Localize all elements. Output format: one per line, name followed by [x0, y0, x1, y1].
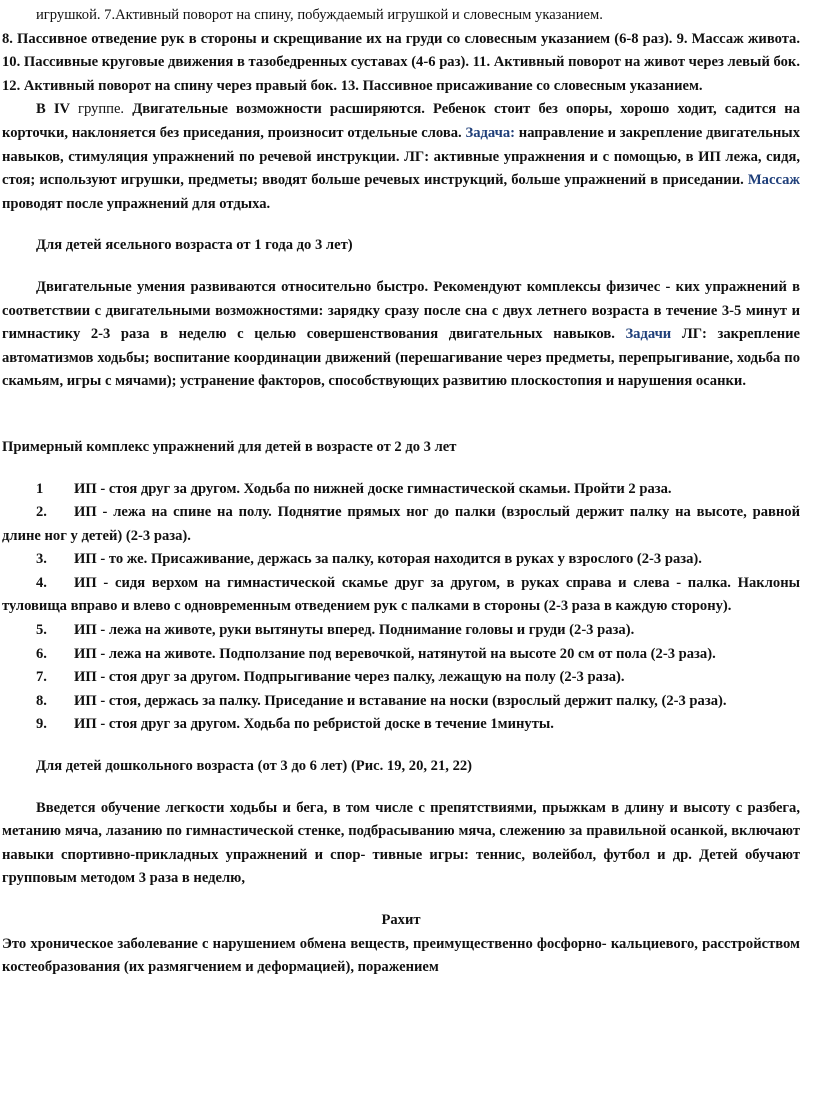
group4-task-text: направление и закрепление двигательных навыков, стимуляция упражнений по речевой инструкции. ЛГ: активные упражнения и с помощью, в ИП лежа, сидя, стоя; используют игрушки, предметы; вводят больше речевых инструкций, больше упражнений в приседании.: [2, 124, 800, 189]
group4-rest: Двигательные возможности расширяются. Ребенок стоит без опоры, хорошо ходит, садится на корточки, наклоняется без приседания, произносит отдельные слова.: [2, 101, 800, 141]
paragraph-line-0: игрушкой. 7.Активный поворот на спину, побуждаемый игрушкой и словесным указанием.: [36, 7, 603, 23]
list-item: [2, 501, 800, 548]
list-item-number: 5.: [36, 622, 47, 639]
list-item-number: 4.: [36, 574, 47, 591]
list-item: [2, 690, 800, 714]
list-item-text: ИП - стоя друг за другом. Ходьба по нижней доске гимнастической скамьи. Пройти 2 раза.: [74, 480, 672, 497]
list-item: [2, 478, 800, 502]
paragraph-group-4: [2, 98, 800, 216]
list-item-number: 8.: [36, 692, 47, 709]
group4-lead: В: [36, 101, 46, 118]
nursery-par-b: ЛГ: закрепление автоматизмов ходьбы; воспитание координации движений (перешагивание через предметы, перепрыгивание, ходьба по скамьям, игры с мячами); устранение факторов, способствующих развитию плоскостопия и нарушения осанки.: [2, 326, 801, 390]
list-item-number: 2.: [36, 504, 47, 521]
list-item: [2, 713, 800, 737]
list-item: [2, 572, 800, 619]
list-item-number: 6.: [36, 645, 47, 662]
list-item-text: ИП - стоя друг за другом. Ходьба по ребристой доске в течение 1минуты.: [74, 716, 554, 733]
group4-massage-label: Массаж: [747, 172, 800, 189]
list-item-number: 1: [36, 480, 44, 497]
group4-task-label: Задача:: [465, 124, 515, 141]
paragraph-nursery: [2, 276, 800, 394]
list-item-text: ИП - то же. Присаживание, держась за палку, которая находится в руках у взрослого (2-3 раза).: [74, 551, 702, 568]
paragraph-exercises-8-13: 8. Пассивное отведение рук в стороны и скрещивание их на груди со словесным указанием (6-8 раз). 9. Массаж живота. 10. Пассивные круговые движения в тазобедренных суставах (4-6 раз). 11. Активный поворот на живот через левый бок. 12. Активный поворот на спину через правый бок. 13. Пассивное присаживание со словесным указанием.: [2, 30, 800, 94]
group4-roman: IV: [53, 101, 70, 118]
paragraph-rickets: Это хроническое заболевание с нарушением обмена веществ, преимущественно фосфорно- кальциевого, расстройством костеобразования (их размягчением и деформацией), поражением: [2, 935, 800, 976]
nursery-task-label: Задачи: [625, 326, 672, 343]
list-item: [2, 619, 800, 643]
heading-preschool: Для детей дошкольного возраста (от 3 до 6 лет) (Рис. 19, 20, 21, 22): [36, 758, 473, 775]
list-item-text: ИП - сидя верхом на гимнастической скамье друг за другом, в руках справа и слева - палка. Наклоны туловища вправо и влево с одновременным отведением рук с палками в стороны (2-3 раза в каждую сторону).: [2, 574, 800, 615]
list-item-text: ИП - стоя, держась за палку. Приседание и вставание на носки (взрослый держит палку, (2-3 раза).: [74, 692, 727, 709]
list-item: [2, 643, 800, 667]
nursery-par-a: Двигательные умения развиваются относительно быстро. Рекомендуют комплексы физичес - ких упражнений в соответствии с двигательными возможностями: зарядку сразу после сна с двух летнего возраста в течение 3-5 минут и гимнастику 2-3 раза в неделю с целью совершенствования двигательных навыков.: [2, 278, 800, 343]
list-item-number: 3.: [36, 551, 47, 568]
heading-rickets: Рахит: [381, 912, 421, 928]
heading-complex: Примерный комплекс упражнений для детей в возрасте от 2 до 3 лет: [2, 438, 457, 455]
group4-massage-text: проводят после упражнений для отдыха.: [2, 195, 271, 212]
list-item-text: ИП - лежа на животе. Подползание под веревочкой, натянутой на высоте 20 см от пола (2-3 раза).: [74, 645, 716, 662]
group4-word: группе.: [77, 101, 125, 118]
list-item: [2, 666, 800, 690]
list-item-number: 9.: [36, 716, 47, 733]
list-item: [2, 548, 800, 572]
list-item-text: ИП - лежа на животе, руки вытянуты вперед. Поднимание головы и груди (2-3 раза).: [74, 622, 635, 639]
list-item-text: ИП - стоя друг за другом. Подпрыгивание через палку, лежащую на полу (2-3 раза).: [74, 669, 625, 686]
exercise-list: [2, 478, 800, 738]
list-item-number: 7.: [36, 669, 47, 686]
heading-nursery: Для детей ясельного возраста от 1 года до 3 лет): [36, 237, 353, 254]
paragraph-preschool: Введется обучение легкости ходьбы и бега, в том числе с препятствиями, прыжкам в длину и высоту с разбега, метанию мяча, лазанию по гимнастической стенке, подбрасыванию мяча, слежению за правильной осанкой, включают навыки спортивно-прикладных упражнений и спор- тивные игры: теннис, волейбол, футбол и др. Детей обучают групповым методом 3 раза в неделю,: [2, 799, 800, 887]
list-item-text: ИП - лежа на спине на полу. Поднятие прямых ног до палки (взрослый держит палку на высоте, равной длине ног у детей) (2-3 раза).: [2, 504, 800, 544]
